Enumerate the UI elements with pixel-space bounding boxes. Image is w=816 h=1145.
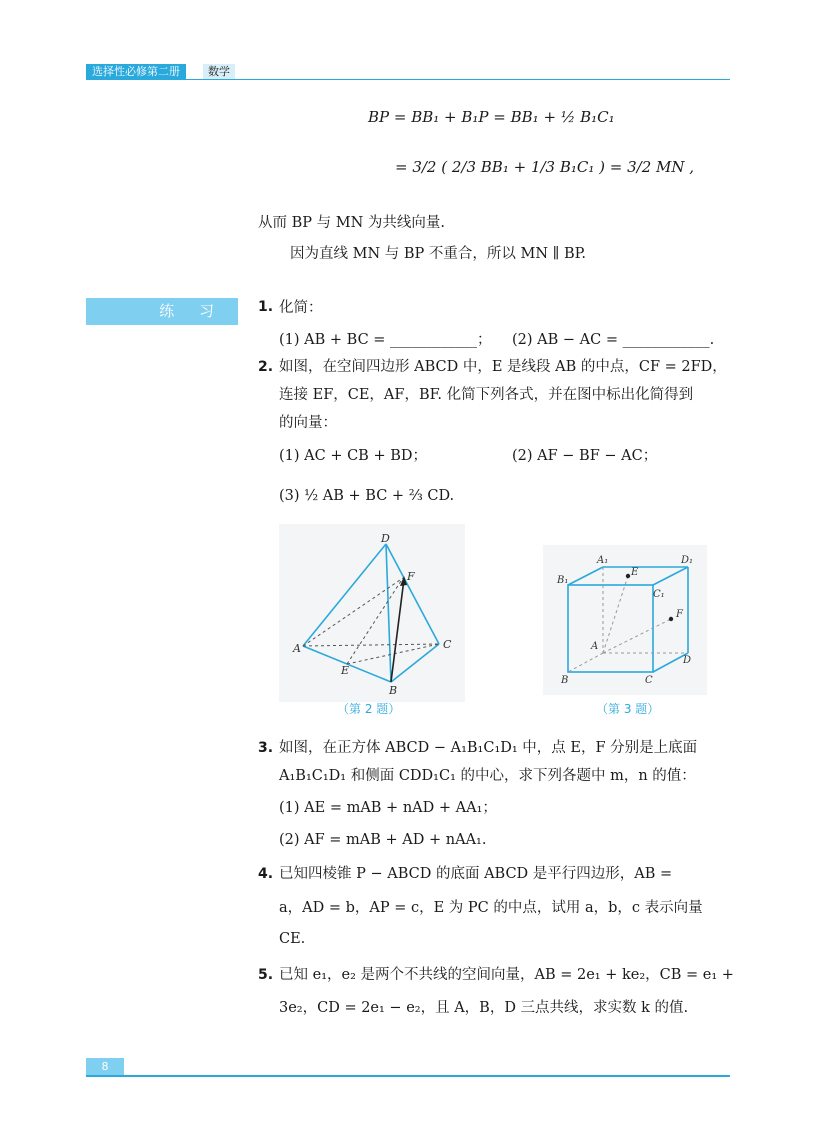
header-book-title: 选择性必修第二册 bbox=[86, 64, 186, 80]
exercise-section-label: 练 习 bbox=[86, 298, 238, 325]
problem-3-sub-1: (1) AE = mAB + nAD + AA₁； bbox=[279, 800, 497, 816]
fig3-label-C1: C₁ bbox=[653, 589, 665, 600]
fig2-label-C: C bbox=[443, 638, 452, 651]
footer-divider bbox=[86, 1075, 730, 1077]
problem-5-line-2: 3e₂，CD = 2e₁ − e₂，且 A，B，D 三点共线，求实数 k 的值. bbox=[279, 1000, 689, 1016]
fig2-label-E: E bbox=[341, 664, 350, 677]
figure-3-caption: （第 3 题） bbox=[596, 702, 660, 716]
problem-4-line-1: 已知四棱锥 P − ABCD 的底面 ABCD 是平行四边形，AB = bbox=[279, 866, 673, 882]
fig3-label-E: E bbox=[631, 567, 639, 578]
problem-2-line-2: 连接 EF，CE，AF，BF. 化简下列各式，并在图中标出化简得到 bbox=[279, 387, 694, 403]
fig3-label-A: A bbox=[591, 641, 599, 652]
fig3-label-C: C bbox=[645, 675, 653, 686]
figure-3-frame bbox=[543, 545, 707, 695]
problem-3-sub-2: (2) AF = mAB + AD + nAA₁. bbox=[279, 832, 487, 848]
fig3-label-B1: B₁ bbox=[557, 575, 569, 586]
derivation-line-2: = 3/2 ( 2/3 BB₁ + 1/3 B₁C₁ ) = 3/2 MN , bbox=[395, 158, 695, 176]
problem-5-line-1: 已知 e₁，e₂ 是两个不共线的空间向量，AB = 2e₁ + ke₂，CB = e₁ + bbox=[279, 967, 734, 983]
problem-2-sub-3: (3) ½ AB + BC + ⅔ CD. bbox=[279, 488, 455, 504]
problem-4-number: 4. bbox=[258, 866, 274, 882]
header-divider bbox=[86, 79, 730, 80]
derivation-line-1: BP = BB₁ + B₁P = BB₁ + ½ B₁C₁ bbox=[368, 108, 615, 126]
problem-3-line-2: A₁B₁C₁D₁ 和侧面 CDD₁C₁ 的中心，求下列各题中 m，n 的值： bbox=[279, 768, 696, 784]
problem-1-sub-2: (2) AB − AC = ____________. bbox=[512, 332, 715, 348]
problem-4-line-3: CE. bbox=[279, 931, 306, 947]
problem-2-sub-1: (1) AC + CB + BD； bbox=[279, 448, 427, 464]
fig2-label-B: B bbox=[389, 684, 398, 697]
figure-2-frame bbox=[279, 524, 465, 702]
problem-3-number: 3. bbox=[258, 740, 274, 756]
page-number: 8 bbox=[86, 1058, 124, 1076]
derivation-reason: 因为直线 MN 与 BP 不重合，所以 MN ∥ BP. bbox=[290, 246, 587, 262]
problem-2-sub-2: (2) AF − BF − AC； bbox=[512, 448, 658, 464]
problem-1-text: 化简： bbox=[279, 300, 323, 316]
fig2-label-D: D bbox=[381, 532, 390, 545]
problem-1-sub-1: (1) AB + BC = ____________； bbox=[279, 332, 492, 348]
problem-2-number: 2. bbox=[258, 359, 274, 375]
problem-1-number: 1. bbox=[258, 299, 274, 315]
figure-3-cube bbox=[543, 545, 707, 695]
figure-2-caption: （第 2 题） bbox=[337, 702, 401, 716]
fig3-label-A1: A₁ bbox=[597, 555, 609, 566]
fig3-label-D1: D₁ bbox=[681, 555, 694, 566]
fig3-label-F: F bbox=[676, 609, 683, 620]
fig2-label-F: F bbox=[407, 570, 415, 583]
fig3-label-B: B bbox=[561, 675, 569, 686]
problem-5-number: 5. bbox=[258, 967, 274, 983]
problem-2-line-3: 的向量： bbox=[279, 415, 337, 431]
problem-4-line-2: a，AD = b，AP = c，E 为 PC 的中点，试用 a，b，c 表示向量 bbox=[279, 900, 703, 916]
fig3-label-D: D bbox=[683, 655, 692, 666]
header-subject: 数学 bbox=[203, 64, 235, 80]
derivation-conclusion: 从而 BP 与 MN 为共线向量. bbox=[258, 215, 445, 231]
fig2-label-A: A bbox=[293, 642, 301, 655]
problem-3-line-1: 如图，在正方体 ABCD − A₁B₁C₁D₁ 中，点 E，F 分别是上底面 bbox=[279, 740, 698, 756]
problem-2-line-1: 如图，在空间四边形 ABCD 中，E 是线段 AB 的中点，CF = 2FD， bbox=[279, 359, 727, 375]
figure-2-tetrahedron bbox=[279, 524, 465, 702]
